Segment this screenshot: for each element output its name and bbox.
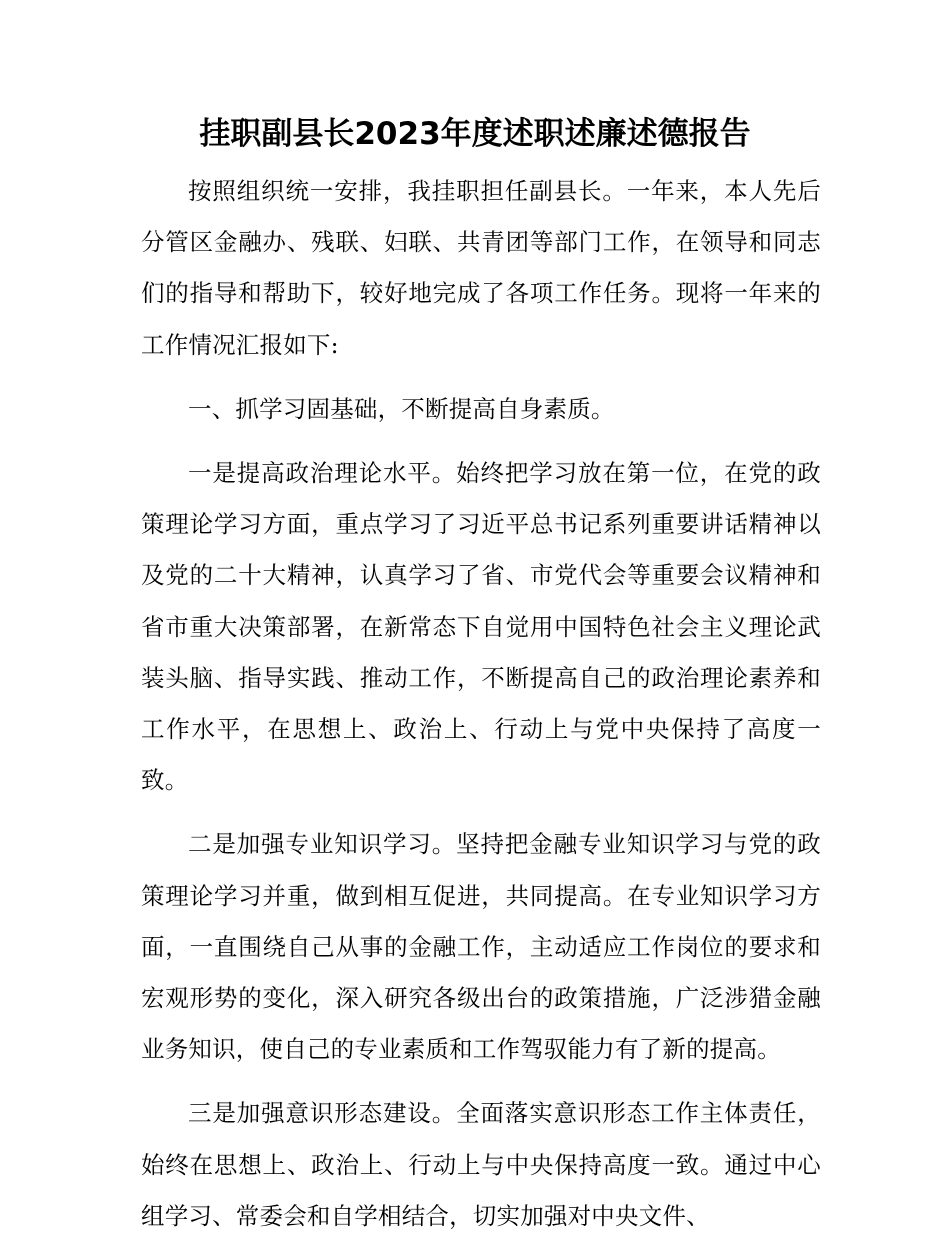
paragraph-political-theory: 一是提高政治理论水平。始终把学习放在第一位，在党的政策理论学习方面，重点学习了习近平总书记系列重要讲话精神以及党的二十大精神，认真学习了省、市党代会等重要会议精神和省市重大决策部署，在新常态下自觉用中国特色社会主义理论武装头脑、指导实践、推动工作，不断提高自己的政治理论素养和工作水平，在思想上、政治上、行动上与党中央保持了高度一致。 — [141, 459, 821, 795]
paragraph-intro: 按照组织统一安排，我挂职担任副县长。一年来，本人先后分管区金融办、残联、妇联、共青团等部门工作，在领导和同志们的指导和帮助下，较好地完成了各项工作任务。现将一年来的工作情况汇报如下: — [141, 177, 821, 359]
section-heading-1: 一、抓学习固基础，不断提高自身素质。 — [188, 394, 615, 423]
paragraph-professional-knowledge: 二是加强专业知识学习。坚持把金融专业知识学习与党的政策理论学习并重，做到相互促进，共同提高。在专业知识学习方面，一直围绕自己从事的金融工作，主动适应工作岗位的要求和宏观形势的变化，深入研究各级出台的政策措施，广泛涉猎金融业务知识，使自己的专业素质和工作驾驭能力有了新的提高。 — [141, 830, 821, 1064]
document-body — [141, 166, 821, 1255]
paragraph-ideology: 三是加强意识形态建设。全面落实意识形态工作主体责任，始终在思想上、政治上、行动上与中央保持高度一致。通过中心组学习、常委会和自学相结合，切实加强对中央文件、 — [141, 1099, 821, 1230]
document-title: 挂职副县长2023年度述职述廉述德报告 — [199, 116, 751, 152]
